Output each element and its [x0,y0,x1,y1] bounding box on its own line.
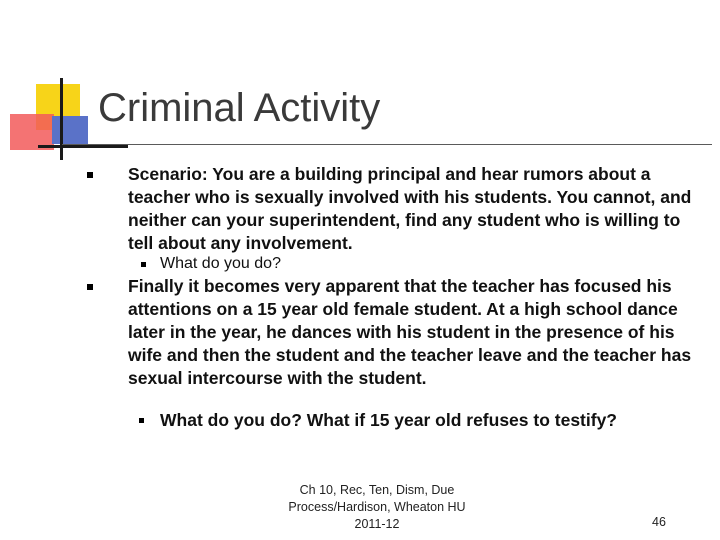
bullet-text-finally: Finally it becomes very apparent that the teacher has focused his attentions on a 15 year old female student. At a high school dance later in the year, he dances with his student in the presence of his wife and then the student and the teacher leave and the teacher has sexual intercourse with the student. [128,276,692,388]
slide-title: Criminal Activity [98,86,381,130]
footer-line-2: Process/Hardison, Wheaton HU [288,500,466,514]
page-number: 46 [652,515,666,529]
title-divider [62,144,712,145]
footer-line-1: Ch 10, Rec, Ten, Dism, Due [299,483,455,497]
logo-blue-square [52,116,88,144]
logo-horizontal-line [38,145,128,148]
bullet-text-scenario: Scenario: You are a building principal and hear rumors about a teacher who is sexually involved with his students. You cannot, and neither can your superintendent, find any student who is willing to tell about any involvement. [128,164,692,253]
slide-footer [272,482,482,533]
footer-line-3: 2011-12 [354,517,400,531]
sub-bullet-text-question: What do you do? [160,255,281,272]
sub-bullet-icon [141,262,146,267]
sub-bullet-icon [139,418,144,423]
bullet-icon [87,284,93,290]
bullet-icon [87,172,93,178]
sub-bullet-text-testify: What do you do? What if 15 year old refuses to testify? [160,410,617,430]
